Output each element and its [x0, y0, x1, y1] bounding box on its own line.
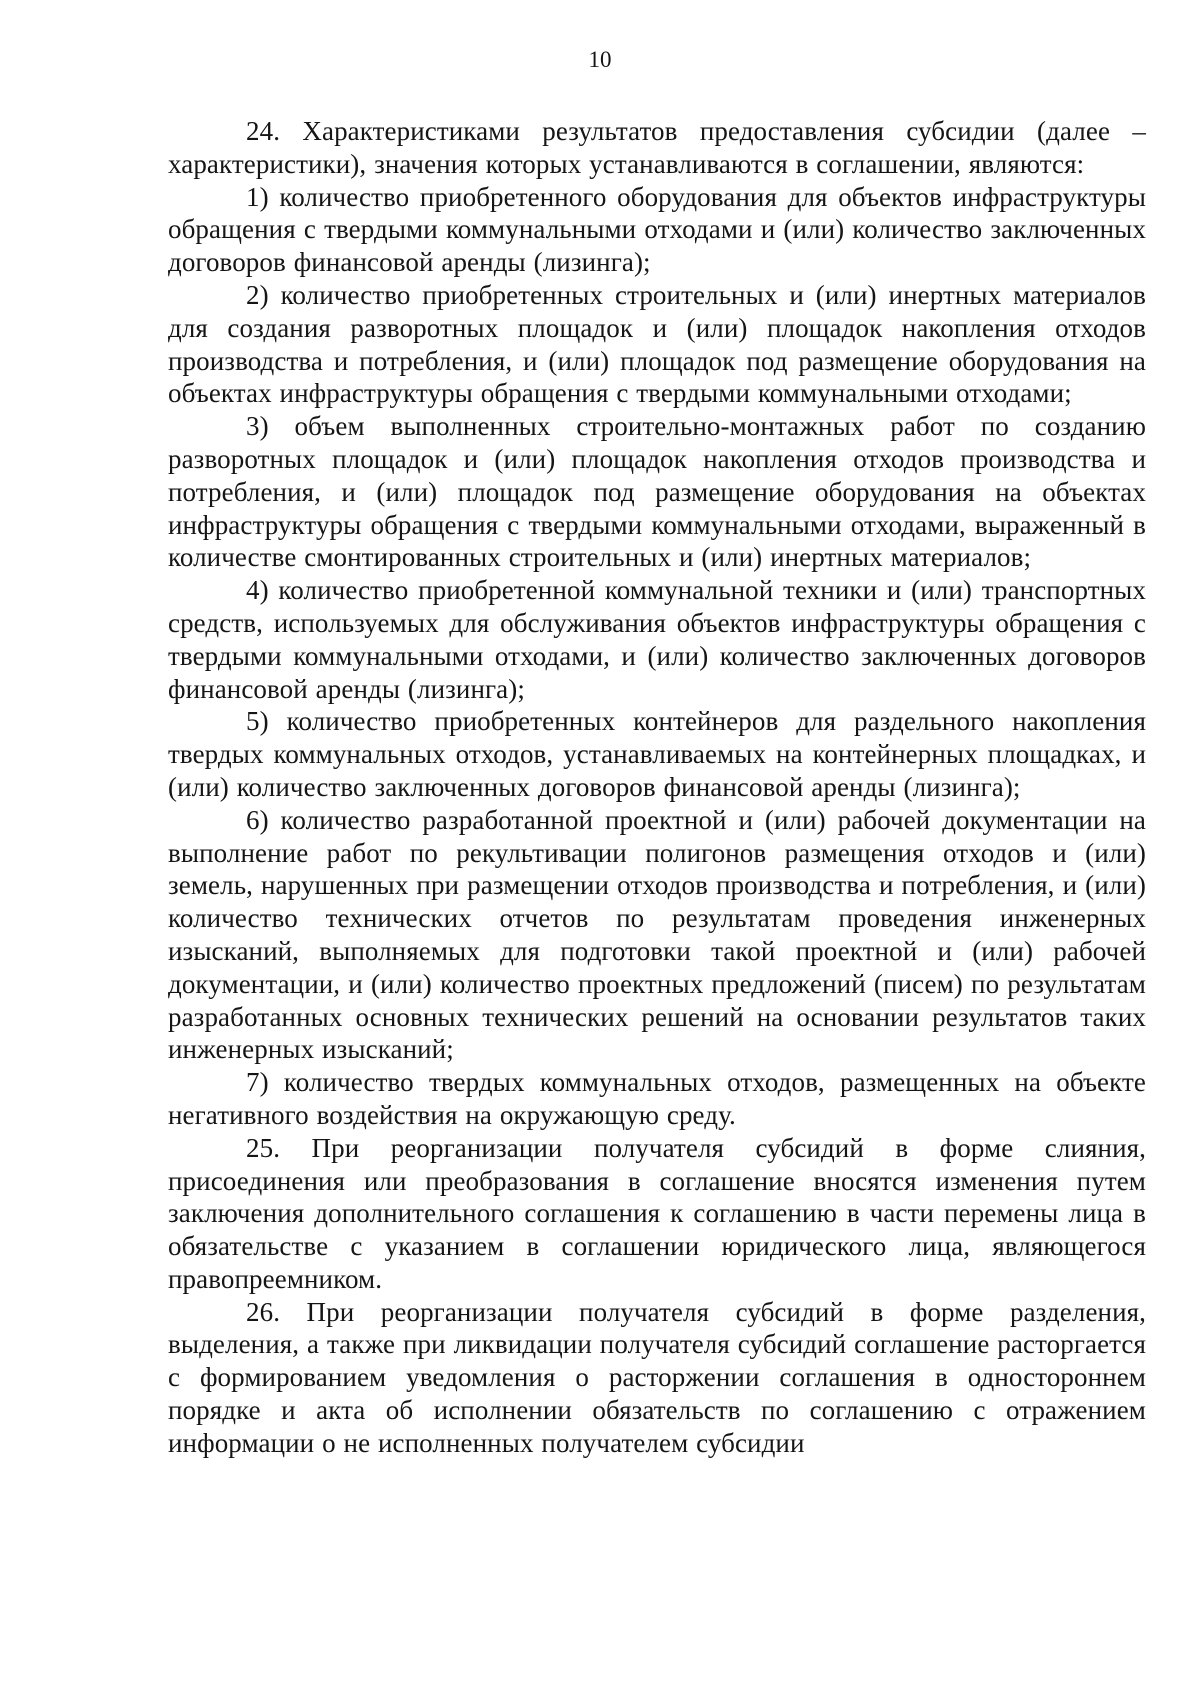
document-body [168, 115, 1146, 1460]
list-item-2: 2) количество приобретенных строительных и (или) инертных материалов для создания разворотных площадок и (или) площадок накопления отходов производства и потребления, и (или) площадок под размещение оборудования на объектах инфраструктуры обращения с твердыми коммунальными отходами; [168, 279, 1146, 409]
list-item-5: 5) количество приобретенных контейнеров для раздельного накопления твердых коммунальных отходов, устанавливаемых на контейнерных площадках, и (или) количество заключенных договоров финансовой аренды (лизинга); [168, 706, 1146, 802]
list-item-7: 7) количество твердых коммунальных отходов, размещенных на объекте негативного воздействия на окружающую среду. [168, 1067, 1146, 1130]
paragraph-26: 26. При реорганизации получателя субсидий в форме разделения, выделения, а также при ликвидации получателя субсидий соглашение расторгается с формированием уведомления о расторжении соглашения в одностороннем порядке и акта об исполнении обязательств по соглашению с отражением информации о не исполненных получателем субсидии [168, 1296, 1146, 1458]
list-item-1: 1) количество приобретенного оборудования для объектов инфраструктуры обращения с твердыми коммунальными отходами и (или) количество заключенных договоров финансовой аренды (лизинга); [168, 181, 1146, 278]
paragraph-24: 24. Характеристиками результатов предоставления субсидии (далее – характеристики), значения которых устанавливаются в соглашении, являются: [168, 116, 1146, 179]
page-number: 10 [588, 47, 612, 72]
list-item-3: 3) объем выполненных строительно-монтажных работ по созданию разворотных площадок и (или) площадок накопления отходов производства и потребления, и (или) площадок под размещение оборудования на объектах инфраструктуры обращения с твердыми коммунальными отходами, выраженный в количестве смонтированных строительных и (или) инертных материалов; [168, 411, 1146, 573]
list-item-6: 6) количество разработанной проектной и (или) рабочей документации на выполнение работ по рекультивации полигонов размещения отходов и (или) земель, нарушенных при размещении отходов производства и потребления, и (или) количество технических отчетов по результатам проведения инженерных изысканий, выполняемых для подготовки такой проектной и (или) рабочей документации, и (или) количество проектных предложений (писем) по результатам разработанных основных технических решений на основании результатов таких инженерных изысканий; [168, 804, 1146, 1065]
list-item-4: 4) количество приобретенной коммунальной техники и (или) транспортных средств, используемых для обслуживания объектов инфраструктуры обращения с твердыми коммунальными отходами, и (или) количество заключенных договоров финансовой аренды (лизинга); [168, 575, 1146, 704]
paragraph-25: 25. При реорганизации получателя субсидий в форме слияния, присоединения или преобразования в соглашение вносятся изменения путем заключения дополнительного соглашения к соглашению в части перемены лица в обязательстве с указанием в соглашении юридического лица, являющегося правопреемником. [168, 1132, 1146, 1294]
